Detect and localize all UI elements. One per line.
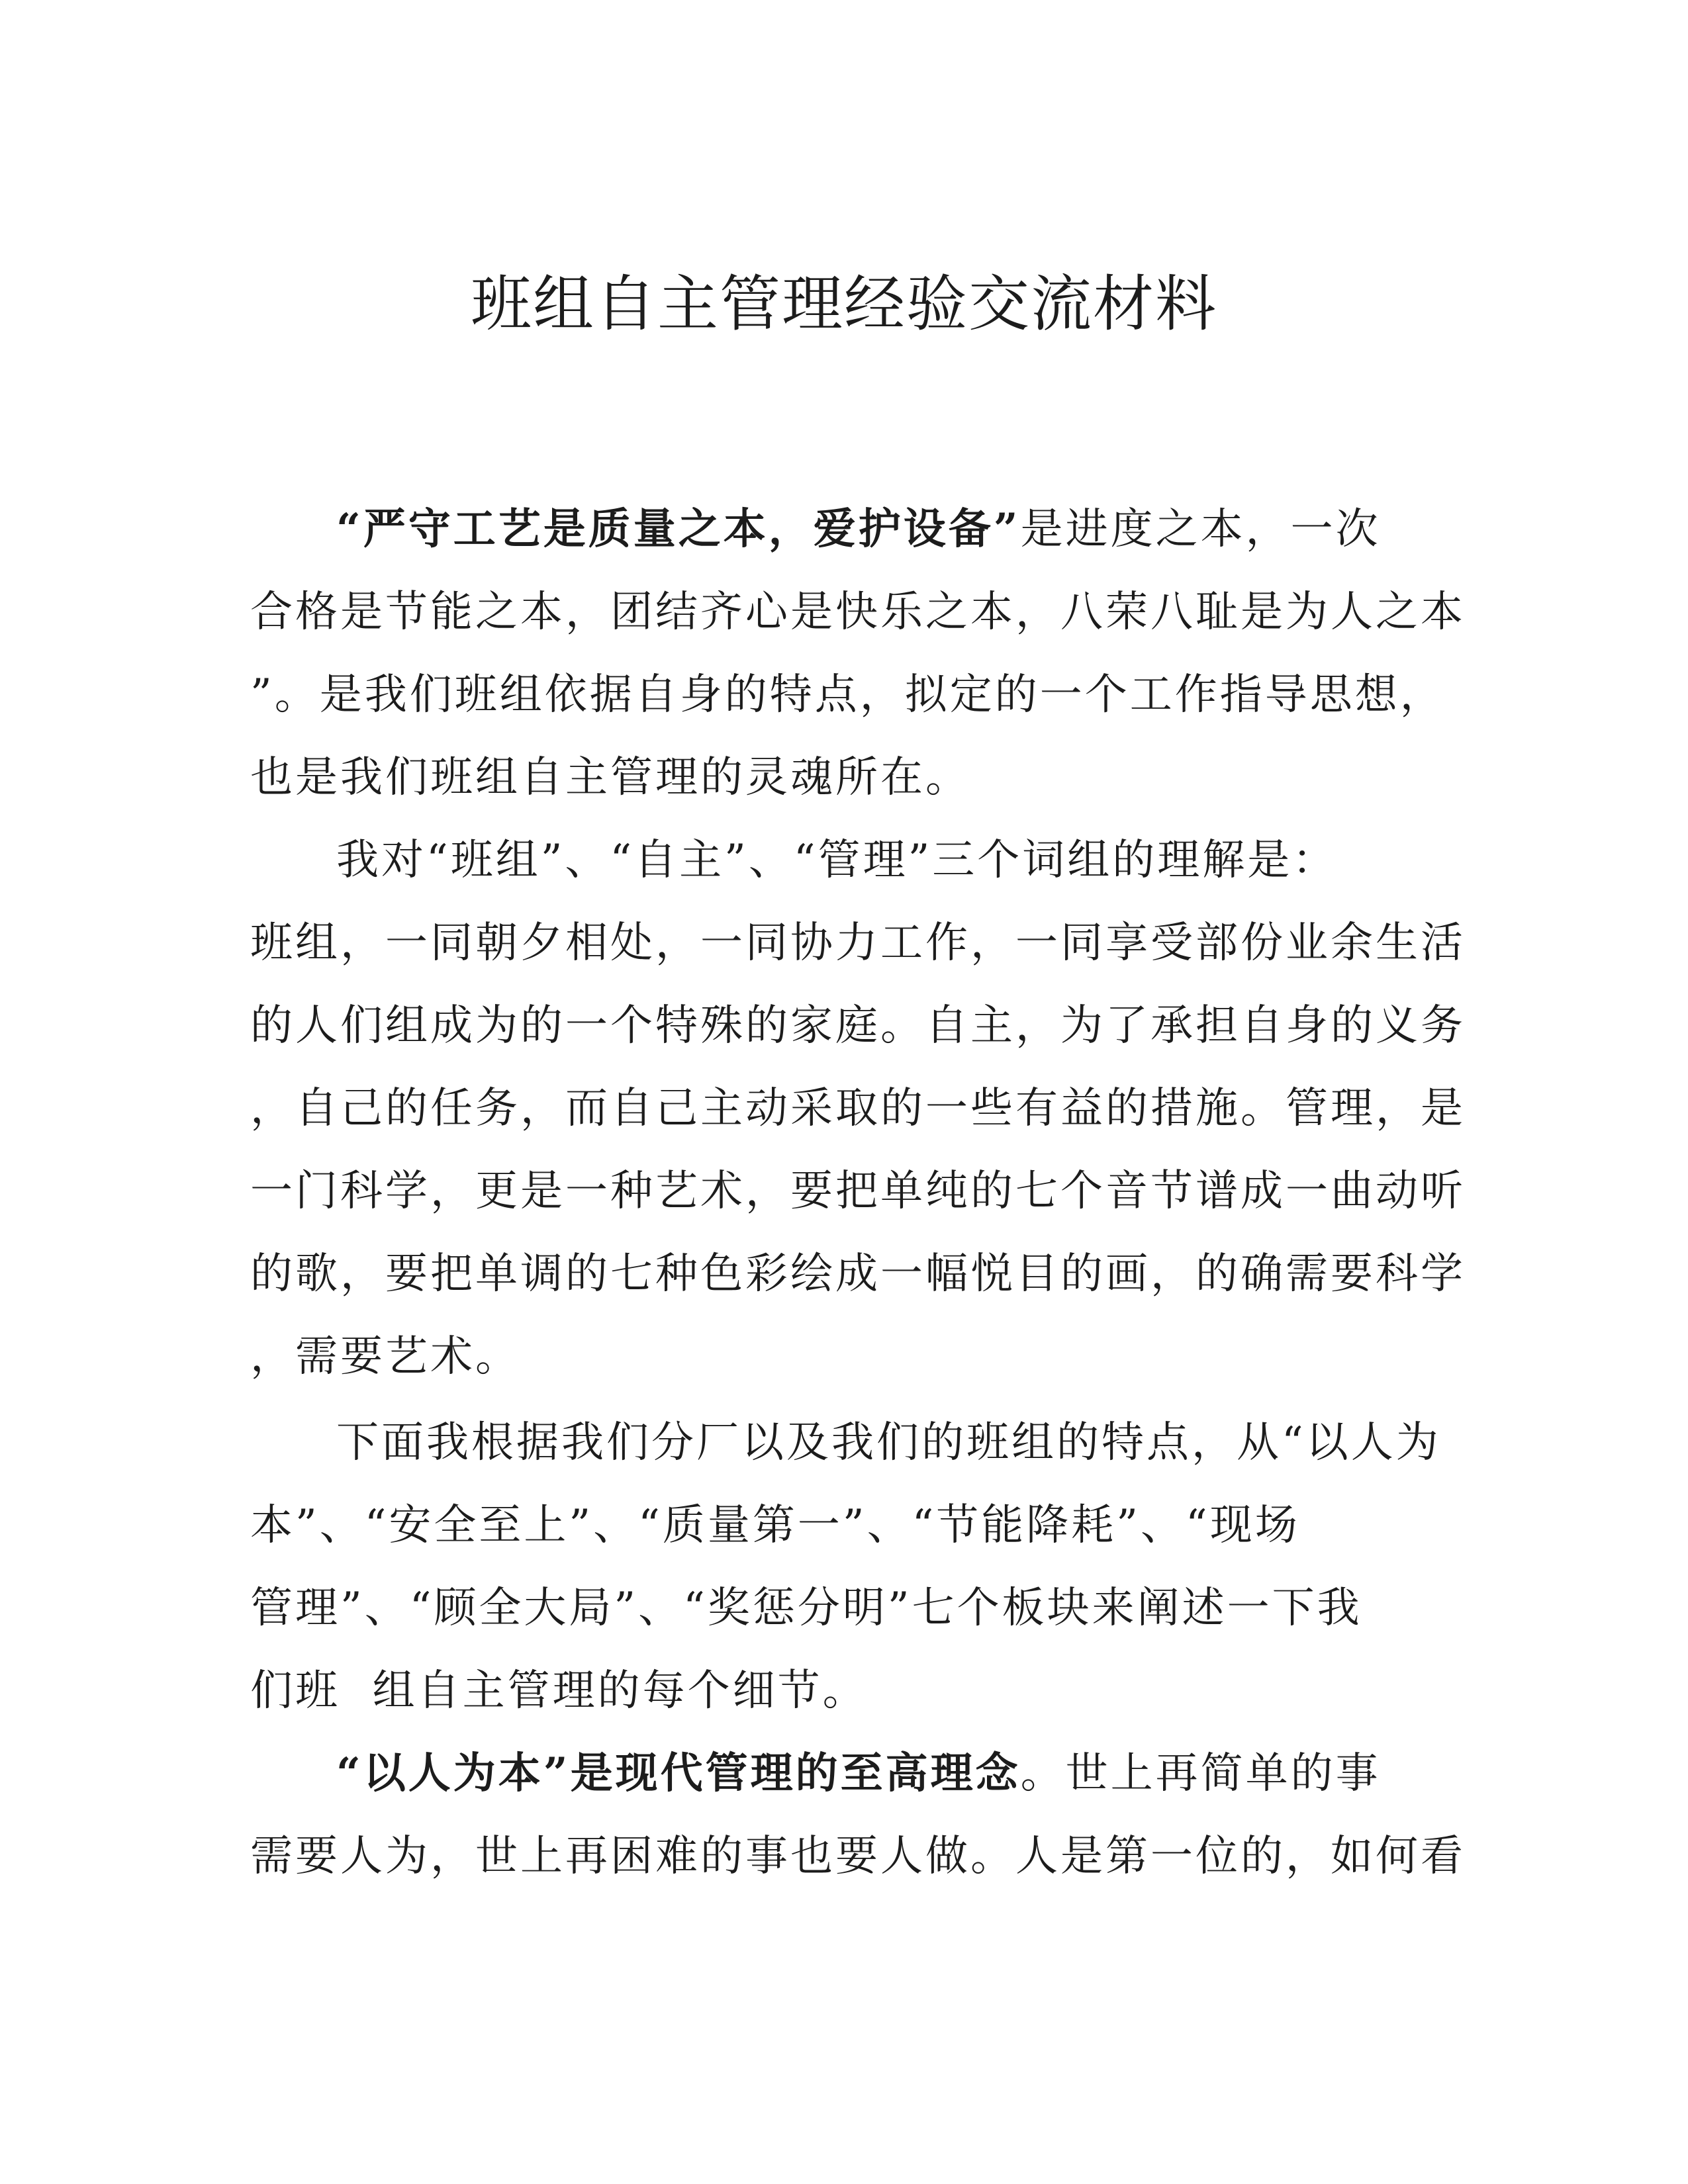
paragraph-3-line-3: 管理”、“顾全大局”、“奖惩分明”七个板块来阐述一下我 [250,1584,1362,1633]
paragraph-1-line-1 [336,503,1381,556]
line-text: 是进度之本，一次 [1020,505,1381,554]
paragraph-2-line-5: 一门科学，更是一种艺术，要把单纯的七个音节谱成一曲动听 [250,1167,1466,1216]
paragraph-2-line-4: ，自己的任务，而自己主动采取的一些有益的措施。管理，是 [250,1084,1466,1133]
paragraph-4-line-2: 需要人为，世上再困难的事也要人做。人是第一位的，如何看 [250,1832,1466,1881]
paragraph-2-line-7: ，需要艺术。 [250,1332,520,1381]
bold-phrase: “严守工艺是质量之本，爱护设备” [336,504,1021,554]
paragraph-1-line-3: ”。是我们班组依据自身的特点，拟定的一个工作指导思想， [250,670,1445,719]
paragraph-3-line-4: 们班 组自主管理的每个细节。 [250,1666,868,1715]
paragraph-1-line-4: 也是我们班组自主管理的灵魂所在。 [250,753,970,802]
paragraph-4-line-1 [336,1747,1381,1800]
paragraph-3-line-1: 下面我根据我们分厂以及我们的班组的特点，从“以人为 [336,1418,1441,1467]
paragraph-2-line-3: 的人们组成为的一个特殊的家庭。自主，为了承担自身的义务 [250,1001,1466,1050]
bold-phrase: “以人为本”是现代管理的至高理念 [336,1749,1021,1798]
paragraph-2-line-6: 的歌，要把单调的七种色彩绘成一幅悦目的画，的确需要科学 [250,1250,1466,1298]
paragraph-2-line-1: 我对“班组”、“自主”、“管理”三个词组的理解是： [336,836,1338,885]
paragraph-3-line-2: 本”、“安全至上”、“质量第一”、“节能降耗”、“现场 [250,1501,1300,1550]
document-title: 班组自主管理经验交流材料 [470,269,1217,340]
paragraph-2-line-2: 班组，一同朝夕相处，一同协力工作，一同享受部份业余生活 [250,919,1466,968]
line-text: 。世上再简单的事 [1020,1749,1381,1798]
paragraph-1-line-2: 合格是节能之本，团结齐心是快乐之本，八荣八耻是为人之本 [250,588,1466,637]
